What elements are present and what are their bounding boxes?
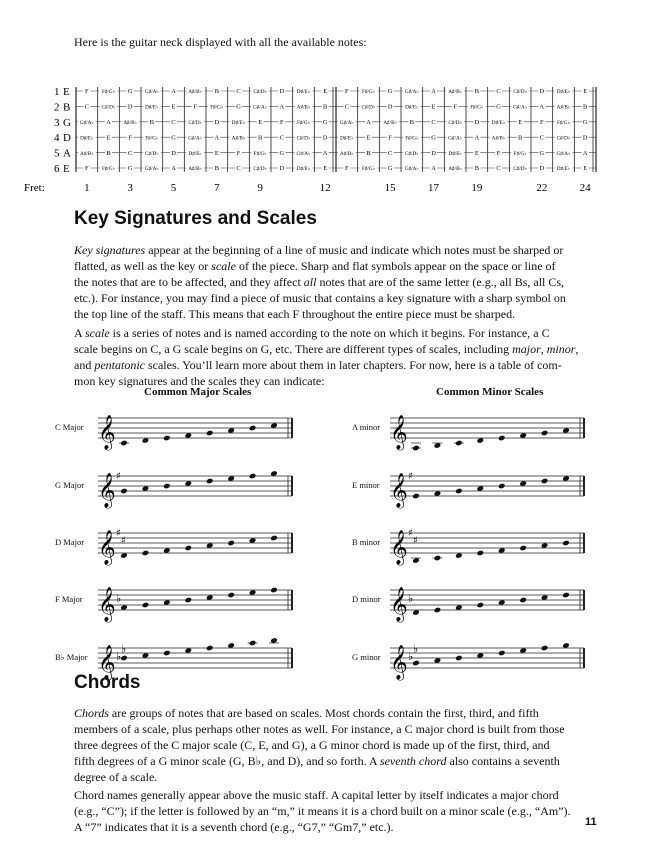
sharp-icon: ♯ (116, 528, 121, 539)
fret-note: G (127, 88, 133, 96)
fret-note: A (431, 165, 436, 173)
fret-note: A♯/B♭ (79, 150, 94, 157)
fret-note: D (539, 88, 545, 96)
scale-label: A minor (352, 422, 381, 432)
fret-note: E (366, 134, 371, 142)
scale-label: B minor (352, 537, 381, 547)
fret-number: 19 (471, 182, 483, 194)
open-string-note: E (63, 86, 70, 98)
fret-note: C (171, 119, 176, 126)
fret-note: A (474, 134, 480, 142)
fret-note: E (583, 88, 588, 96)
fret-note: F (236, 149, 241, 157)
fret-note: A♯/B♭ (448, 166, 463, 173)
treble-clef-icon: 𝄞 (390, 645, 408, 680)
note-head (227, 592, 235, 599)
note-head (519, 597, 527, 604)
treble-clef-icon: 𝄞 (98, 530, 116, 565)
treble-clef-icon: 𝄞 (98, 645, 116, 680)
fret-note: G (387, 165, 393, 173)
note-head (270, 535, 278, 542)
fret-note: D (279, 88, 285, 96)
fret-note: B (258, 134, 263, 142)
note-head (120, 655, 128, 662)
treble-clef-icon: 𝄞 (390, 415, 408, 450)
scale-label: E minor (352, 480, 380, 490)
note-head (476, 602, 484, 609)
fret-note: A♯/B♭ (231, 135, 246, 142)
fret-note: F (453, 103, 457, 111)
note-head (249, 473, 257, 480)
sharp-icon: ♯ (408, 528, 413, 539)
fret-note: A (431, 88, 436, 96)
fret-note: F (85, 165, 89, 173)
fret-note: A (366, 119, 371, 126)
fret-number: 17 (428, 182, 439, 194)
fret-note: F (128, 134, 132, 142)
fret-note: G♯/A♭ (144, 89, 159, 96)
fret-note: G♯/A♭ (79, 120, 94, 126)
fret-number: 3 (127, 182, 133, 194)
fret-note: D♯/E♭ (296, 166, 311, 173)
note-head (434, 607, 442, 614)
fret-note: D (431, 149, 436, 157)
fret-note: F (280, 119, 284, 126)
fret-note: D♯/E♭ (556, 89, 571, 96)
fret-note: G (496, 103, 501, 111)
intro-text: Here is the guitar neck displayed with all the available notes: (74, 35, 367, 49)
guitar-neck-diagram (0, 80, 648, 195)
flat-icon: ♭ (413, 642, 419, 656)
treble-clef-icon: 𝄞 (390, 587, 408, 622)
fret-note: E (474, 149, 479, 157)
fret-note: E (431, 103, 436, 111)
fret-number: 1 (84, 182, 90, 194)
fret-note: E (171, 103, 176, 111)
fret-note: G♯/A♭ (188, 135, 203, 142)
flat-icon: ♭ (408, 650, 414, 663)
fret-note: G (539, 149, 545, 157)
fret-note: D♯/E♭ (188, 150, 202, 157)
note-head (412, 493, 420, 500)
fret-note: A♯/B♭ (556, 104, 571, 111)
fret-note: G♯/A♭ (253, 104, 268, 111)
fret-note: G♯/A♭ (296, 150, 311, 157)
fret-note: F (540, 119, 544, 126)
note-head (498, 483, 506, 490)
string-number: 2 (54, 101, 60, 114)
fret-note: C (84, 103, 89, 111)
fret-note: D (279, 165, 285, 173)
fret-note: D (474, 119, 480, 126)
fret-note: F♯/G♭ (405, 135, 419, 142)
fret-note: D♯/E♭ (231, 120, 246, 126)
note-head (476, 550, 484, 557)
fret-note: C (236, 165, 241, 173)
fret-note: C♯/D♭ (513, 89, 528, 96)
note-head (498, 435, 506, 442)
music-staff (388, 462, 596, 522)
fret-note: A (279, 103, 285, 111)
scale-label: D minor (352, 594, 381, 604)
fret-note: A (539, 103, 545, 111)
fret-note: B (474, 88, 479, 96)
note-head (163, 650, 171, 657)
fret-note: D (387, 103, 393, 111)
fret-note: A (171, 165, 176, 173)
fret-note: C♯/D♭ (144, 150, 159, 157)
fret-note: F♯/G♭ (513, 150, 527, 157)
fret-note: F♯/G♭ (556, 120, 571, 126)
fret-note: B (409, 119, 414, 126)
fret-label: Fret: (24, 182, 45, 194)
fret-note: D♯/E♭ (340, 135, 354, 142)
string-number: 4 (54, 132, 60, 145)
fret-note: D (539, 165, 545, 173)
major-scales-heading: Common Major Scales (144, 386, 252, 398)
fret-note: A♯/B♭ (188, 89, 203, 96)
paragraph-chord-names: Chord names generally appear above the music staff. A capital letter by itself indicates a major chord (e.g., “C”); if the letter is followed by an “m,” it means it is a chord built on a minor scale (e.g., “Am”). A “7” indicates that it is a seventh chord (e.g., “G7,” “Gm7,” etc.). (74, 788, 571, 834)
fret-note: D♯/E♭ (491, 120, 506, 126)
note-head (249, 640, 257, 647)
fret-note: F♯/G♭ (101, 166, 116, 173)
fret-note: A (171, 88, 176, 96)
fret-number: 22 (536, 182, 548, 194)
open-string-note: B (63, 101, 71, 114)
fret-note: F (496, 149, 501, 157)
fret-number: 7 (214, 182, 220, 194)
note-head (163, 483, 171, 490)
note-head (206, 430, 214, 437)
flat-icon: ♭ (121, 642, 127, 656)
fret-note: E (323, 88, 328, 96)
treble-clef-icon: 𝄞 (98, 473, 116, 508)
fret-note: C (388, 149, 393, 157)
fret-note: A♯/B♭ (296, 104, 311, 111)
note-head (249, 425, 257, 432)
fret-note: G (431, 134, 436, 142)
fret-note: A (214, 134, 220, 142)
section-title-chords: Chords (74, 672, 141, 693)
fret-note: D♯/E♭ (145, 104, 159, 111)
fret-note: E (258, 119, 263, 126)
fret-note: C♯/D♭ (513, 166, 528, 173)
open-string-note: A (63, 147, 71, 160)
fret-note: D♯/E♭ (80, 135, 94, 142)
fret-note: C♯/D♭ (253, 89, 268, 96)
fret-note: A (106, 119, 111, 126)
fret-note: F♯/G♭ (470, 104, 484, 111)
fret-note: C♯/D♭ (253, 166, 268, 173)
fret-note: C♯/D♭ (556, 135, 571, 142)
fret-number: 24 (579, 182, 591, 194)
fret-note: F♯/G♭ (296, 120, 311, 126)
fret-note: C (279, 134, 284, 142)
fret-note: E (323, 165, 328, 173)
fret-note: D (127, 103, 133, 111)
fret-note: G♯/A♭ (448, 135, 463, 142)
note-head (142, 602, 150, 609)
note-head (498, 650, 506, 657)
fret-note: B (323, 103, 328, 111)
fret-note: F♯/G♭ (210, 104, 224, 111)
note-head (455, 440, 463, 447)
note-head (206, 645, 214, 652)
fret-note: A♯/B♭ (491, 135, 506, 142)
scale-label: G Major (55, 480, 85, 490)
fret-note: C♯/D♭ (296, 135, 311, 142)
note-head (227, 540, 235, 547)
note-head (455, 655, 463, 662)
note-head (541, 645, 549, 652)
fret-note: A♯/B♭ (448, 89, 463, 96)
note-head (184, 545, 192, 552)
fret-note: G (236, 103, 241, 111)
fret-note: C (128, 149, 133, 157)
note-head (541, 478, 549, 485)
fret-note: F♯/G♭ (145, 135, 159, 142)
fret-note: B (149, 119, 154, 126)
fret-note: G (279, 149, 285, 157)
fret-note: G♯/A♭ (144, 166, 159, 173)
fret-note: F♯/G♭ (101, 89, 116, 96)
flat-icon: ♭ (408, 592, 414, 605)
fret-note: G (171, 134, 176, 142)
music-staff (388, 576, 596, 636)
flat-icon: ♭ (116, 650, 122, 663)
treble-clef-icon: 𝄞 (390, 473, 408, 508)
fret-note: A (322, 149, 328, 157)
fret-note: F (85, 88, 89, 96)
fret-note: D♯/E♭ (448, 150, 462, 157)
fret-note: E (583, 165, 588, 173)
fret-note: A (582, 149, 588, 157)
fret-note: F♯/G♭ (361, 89, 376, 96)
fret-note: F♯/G♭ (253, 150, 267, 157)
fret-note: G♯/A♭ (404, 89, 419, 96)
fret-note: D (322, 134, 328, 142)
fret-note: B (214, 165, 219, 173)
fret-note: D♯/E♭ (296, 89, 311, 96)
fret-note: A♯/B♭ (188, 166, 203, 173)
open-string-note: G (63, 116, 71, 129)
music-staff (96, 519, 304, 579)
fret-note: E (106, 134, 111, 142)
fret-note: G♯/A♭ (513, 104, 528, 111)
fret-note: C (236, 88, 241, 96)
music-staff (388, 404, 596, 464)
note-head (270, 587, 278, 594)
fret-note: E (518, 119, 523, 126)
fret-note: G (387, 88, 393, 96)
note-head (455, 488, 463, 495)
music-staff (388, 519, 596, 579)
fret-note: D♯/E♭ (405, 104, 419, 111)
fret-note: D (582, 134, 588, 142)
sharp-icon: ♯ (408, 471, 413, 482)
fret-note: C♯/D♭ (361, 104, 376, 111)
fret-number: 12 (319, 182, 331, 194)
note-head (519, 545, 527, 552)
fret-note: D (171, 149, 176, 157)
string-number: 6 (54, 163, 60, 175)
note-head (562, 540, 570, 547)
note-head (206, 478, 214, 485)
fret-note: G♯/A♭ (404, 166, 419, 173)
paragraph-scales: A scale is a series of notes and is named according to the note on which it begins. For instance, a C scale begins on C, a G scale begins on G, etc. There are different types of scales, including major, minor, and pentatonic scales. You’ll learn more about them in later chapters. For now, here is a table of com- mon key signatures and the scales they can indicate: (74, 326, 579, 388)
sharp-icon: ♯ (413, 535, 418, 547)
sharp-icon: ♯ (116, 471, 121, 482)
note-head (163, 435, 171, 442)
fret-note: A♯/B♭ (383, 120, 398, 126)
fret-note: C♯/D♭ (404, 150, 419, 157)
scale-label: C Major (55, 422, 84, 432)
fret-note: F♯/G♭ (361, 166, 376, 173)
note-head (562, 592, 570, 599)
section-title-key-signatures: Key Signatures and Scales (74, 208, 317, 229)
treble-clef-icon: 𝄞 (98, 415, 116, 450)
fret-note: B (366, 149, 371, 157)
fret-note: D♯/E♭ (556, 166, 571, 173)
scale-label: D Major (55, 537, 85, 547)
string-number: 5 (54, 147, 60, 160)
fret-note: A♯/B♭ (339, 150, 354, 157)
fret-note: B (583, 103, 588, 111)
fret-note: B (518, 134, 523, 142)
fret-number: 9 (257, 182, 263, 194)
scale-label: F Major (55, 594, 83, 604)
minor-scales-heading: Common Minor Scales (436, 386, 544, 398)
fret-number: 15 (384, 182, 396, 194)
fret-note: F (388, 134, 392, 142)
open-string-note: D (63, 132, 71, 145)
note-head (541, 430, 549, 437)
scale-label: B♭ Major (55, 652, 88, 662)
fret-note: E (214, 149, 219, 157)
note-head (412, 660, 420, 667)
fret-note: B (474, 165, 479, 173)
note-head (434, 555, 442, 562)
fret-note: C (431, 119, 436, 126)
fret-note: C♯/D♭ (101, 104, 116, 111)
fret-note: B (106, 149, 111, 157)
fret-note: G (322, 119, 328, 126)
open-string-note: E (63, 163, 70, 175)
music-staff (96, 576, 304, 636)
string-number: 1 (54, 86, 60, 98)
note-head (412, 445, 420, 452)
fret-note: F (345, 165, 349, 173)
note-head (120, 488, 128, 495)
sharp-icon: ♯ (121, 535, 126, 547)
fret-note: B (214, 88, 219, 96)
music-staff (388, 634, 596, 694)
music-staff (96, 462, 304, 522)
fret-note: D (214, 119, 220, 126)
treble-clef-icon: 𝄞 (390, 530, 408, 565)
fret-note: G (582, 119, 588, 126)
fret-note: F (345, 88, 349, 96)
page-number: 11 (585, 816, 597, 828)
note-head (184, 597, 192, 604)
flat-icon: ♭ (116, 592, 122, 605)
scale-label: G minor (352, 652, 381, 662)
fret-note: C (344, 103, 349, 111)
paragraph-key-signatures: Key signatures appear at the beginning of a line of music and indicate which notes must be sharped or flatted, as well as the key or scale of the piece. Sharp and flat symbols appear on the space or line of the notes that are to be affected, and they affect all notes that are of the same letter (e.g., all Bs, all Cs, etc.). For instance, you may find a piece of music that contains a key signature with a sharp symbol on the top line of the staff. This means that each F throughout the entire piece must be sharped. (74, 243, 566, 321)
fret-number: 5 (170, 182, 177, 194)
note-head (142, 550, 150, 557)
fret-note: C♯/D♭ (448, 120, 463, 126)
music-staff (96, 404, 304, 464)
fret-note: G♯/A♭ (556, 150, 571, 157)
treble-clef-icon: 𝄞 (98, 587, 116, 622)
string-number: 3 (54, 116, 60, 129)
paragraph-chords: Chords are groups of notes that are based on scales. Most chords contain the first, third, and fifth members of a scale, plus perhaps other notes as well. For instance, a C major chord is built from those three degrees of the C major scale (C, E, and G), a G minor chord is made up of the first, third, and fifth degrees of a G minor scale (G, B♭, and D), and so forth. A seventh chord also contains a seventh degree of a scale. (74, 706, 565, 784)
fret-note: G (127, 165, 133, 173)
fret-note: C (496, 88, 501, 96)
fret-note: C (539, 134, 544, 142)
fret-note: F (193, 103, 197, 111)
fret-note: A♯/B♭ (123, 120, 138, 126)
fret-note: G♯/A♭ (339, 120, 354, 126)
note-head (120, 440, 128, 447)
fret-note: C♯/D♭ (188, 120, 203, 126)
fret-note: C (496, 165, 501, 173)
